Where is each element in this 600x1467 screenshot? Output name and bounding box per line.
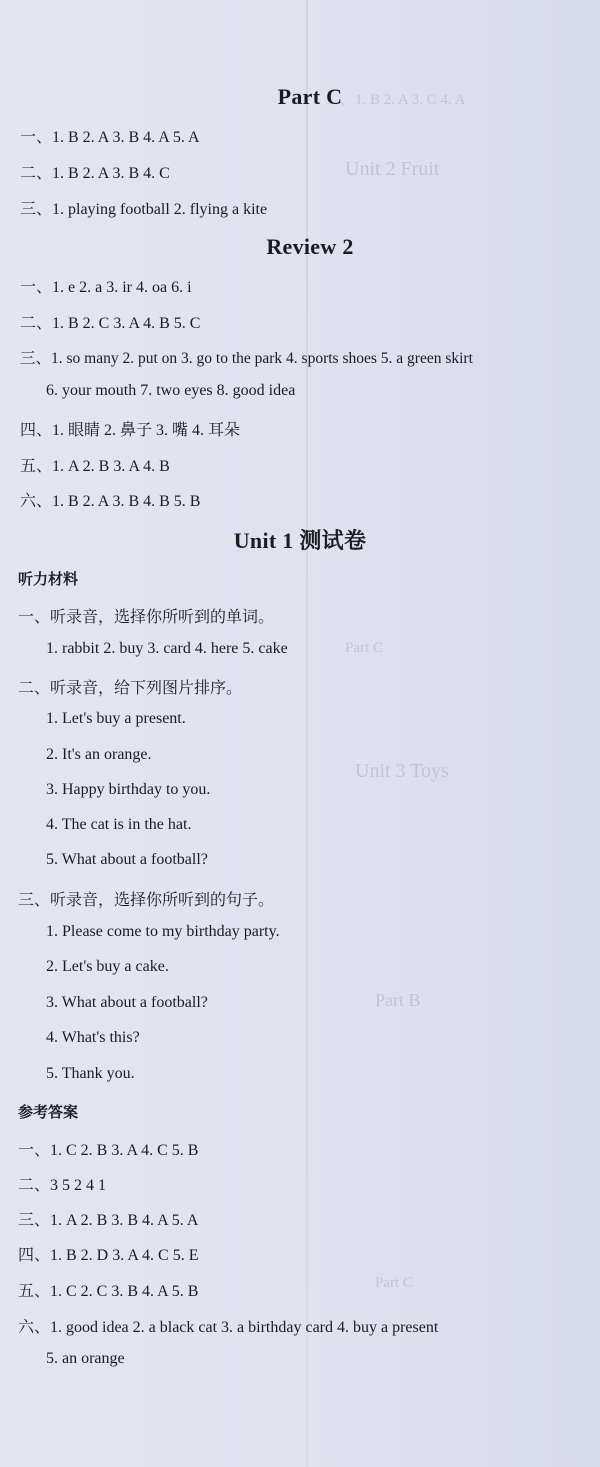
part-c-heading: Part C <box>277 84 343 109</box>
listening-line: 4. What's this? <box>46 1029 140 1046</box>
listening-line: 4. The cat is in the hat. <box>46 816 192 833</box>
listening-line: 二、听录音，给下列图片排序。 <box>18 680 243 697</box>
page-fold-line <box>306 0 308 1467</box>
listening-material-heading: 听力材料 <box>18 570 79 588</box>
listening-line: 1. Let's buy a present. <box>46 710 186 727</box>
review-2-answer-line: 三、1. so many 2. put on 3. go to the park 4. sports shoes 5. a green skirt <box>20 350 473 367</box>
reference-answers-heading: 参考答案 <box>18 1103 79 1121</box>
bleed-through-text: Unit 3 Toys <box>355 760 449 782</box>
listening-line: 一、听录音，选择你所听到的单词。 <box>18 609 275 626</box>
bleed-through-text: Part C <box>345 640 383 656</box>
reference-answer-line: 5. an orange <box>46 1350 125 1367</box>
part-c-answer-line: 三、1. playing football 2. flying a kite <box>20 201 268 218</box>
review-2-answer-line: 五、1. A 2. B 3. A 4. B <box>20 458 170 475</box>
listening-line: 三、听录音，选择你所听到的句子。 <box>18 892 275 909</box>
listening-line: 1. rabbit 2. buy 3. card 4. here 5. cake <box>46 640 288 657</box>
listening-line: 5. What about a football? <box>46 851 208 868</box>
bleed-through-text: Part C <box>375 1275 413 1291</box>
bleed-through-text: Unit 2 Fruit <box>345 158 440 180</box>
reference-answer-line: 一、1. C 2. B 3. A 4. C 5. B <box>18 1142 199 1159</box>
reference-answer-line: 二、3 5 2 4 1 <box>18 1177 107 1194</box>
listening-line: 5. Thank you. <box>46 1065 135 1082</box>
reference-answer-line: 三、1. A 2. B 3. B 4. A 5. A <box>18 1212 199 1229</box>
listening-line: 2. Let's buy a cake. <box>46 958 169 975</box>
reference-answer-line: 四、1. B 2. D 3. A 4. C 5. E <box>18 1247 199 1264</box>
part-c-answer-line: 一、1. B 2. A 3. B 4. A 5. A <box>20 129 200 146</box>
unit-1-test-heading: Unit 1 测试卷 <box>233 528 367 553</box>
review-2-answer-line: 6. your mouth 7. two eyes 8. good idea <box>46 382 296 399</box>
reference-answer-line: 五、1. C 2. C 3. B 4. A 5. B <box>18 1283 199 1300</box>
reference-answer-line: 六、1. good idea 2. a black cat 3. a birthday card 4. buy a present <box>18 1319 439 1336</box>
listening-line: 2. It's an orange. <box>46 746 152 763</box>
review-2-answer-line: 一、1. e 2. a 3. ir 4. oa 6. i <box>20 279 192 296</box>
listening-line: 1. Please come to my birthday party. <box>46 923 280 940</box>
bleed-through-text: 二、1. B 2. A 3. C 4. A <box>325 92 466 108</box>
review-2-answer-line: 六、1. B 2. A 3. B 4. B 5. B <box>20 493 201 510</box>
review-2-answer-line: 二、1. B 2. C 3. A 4. B 5. C <box>20 315 201 332</box>
bleed-through-text: Part B <box>375 990 421 1010</box>
review-2-answer-line: 四、1. 眼睛 2. 鼻子 3. 嘴 4. 耳朵 <box>20 422 241 439</box>
listening-line: 3. Happy birthday to you. <box>46 781 211 798</box>
review-2-heading: Review 2 <box>266 234 354 259</box>
part-c-answer-line: 二、1. B 2. A 3. B 4. C <box>20 165 170 182</box>
listening-line: 3. What about a football? <box>46 994 208 1011</box>
